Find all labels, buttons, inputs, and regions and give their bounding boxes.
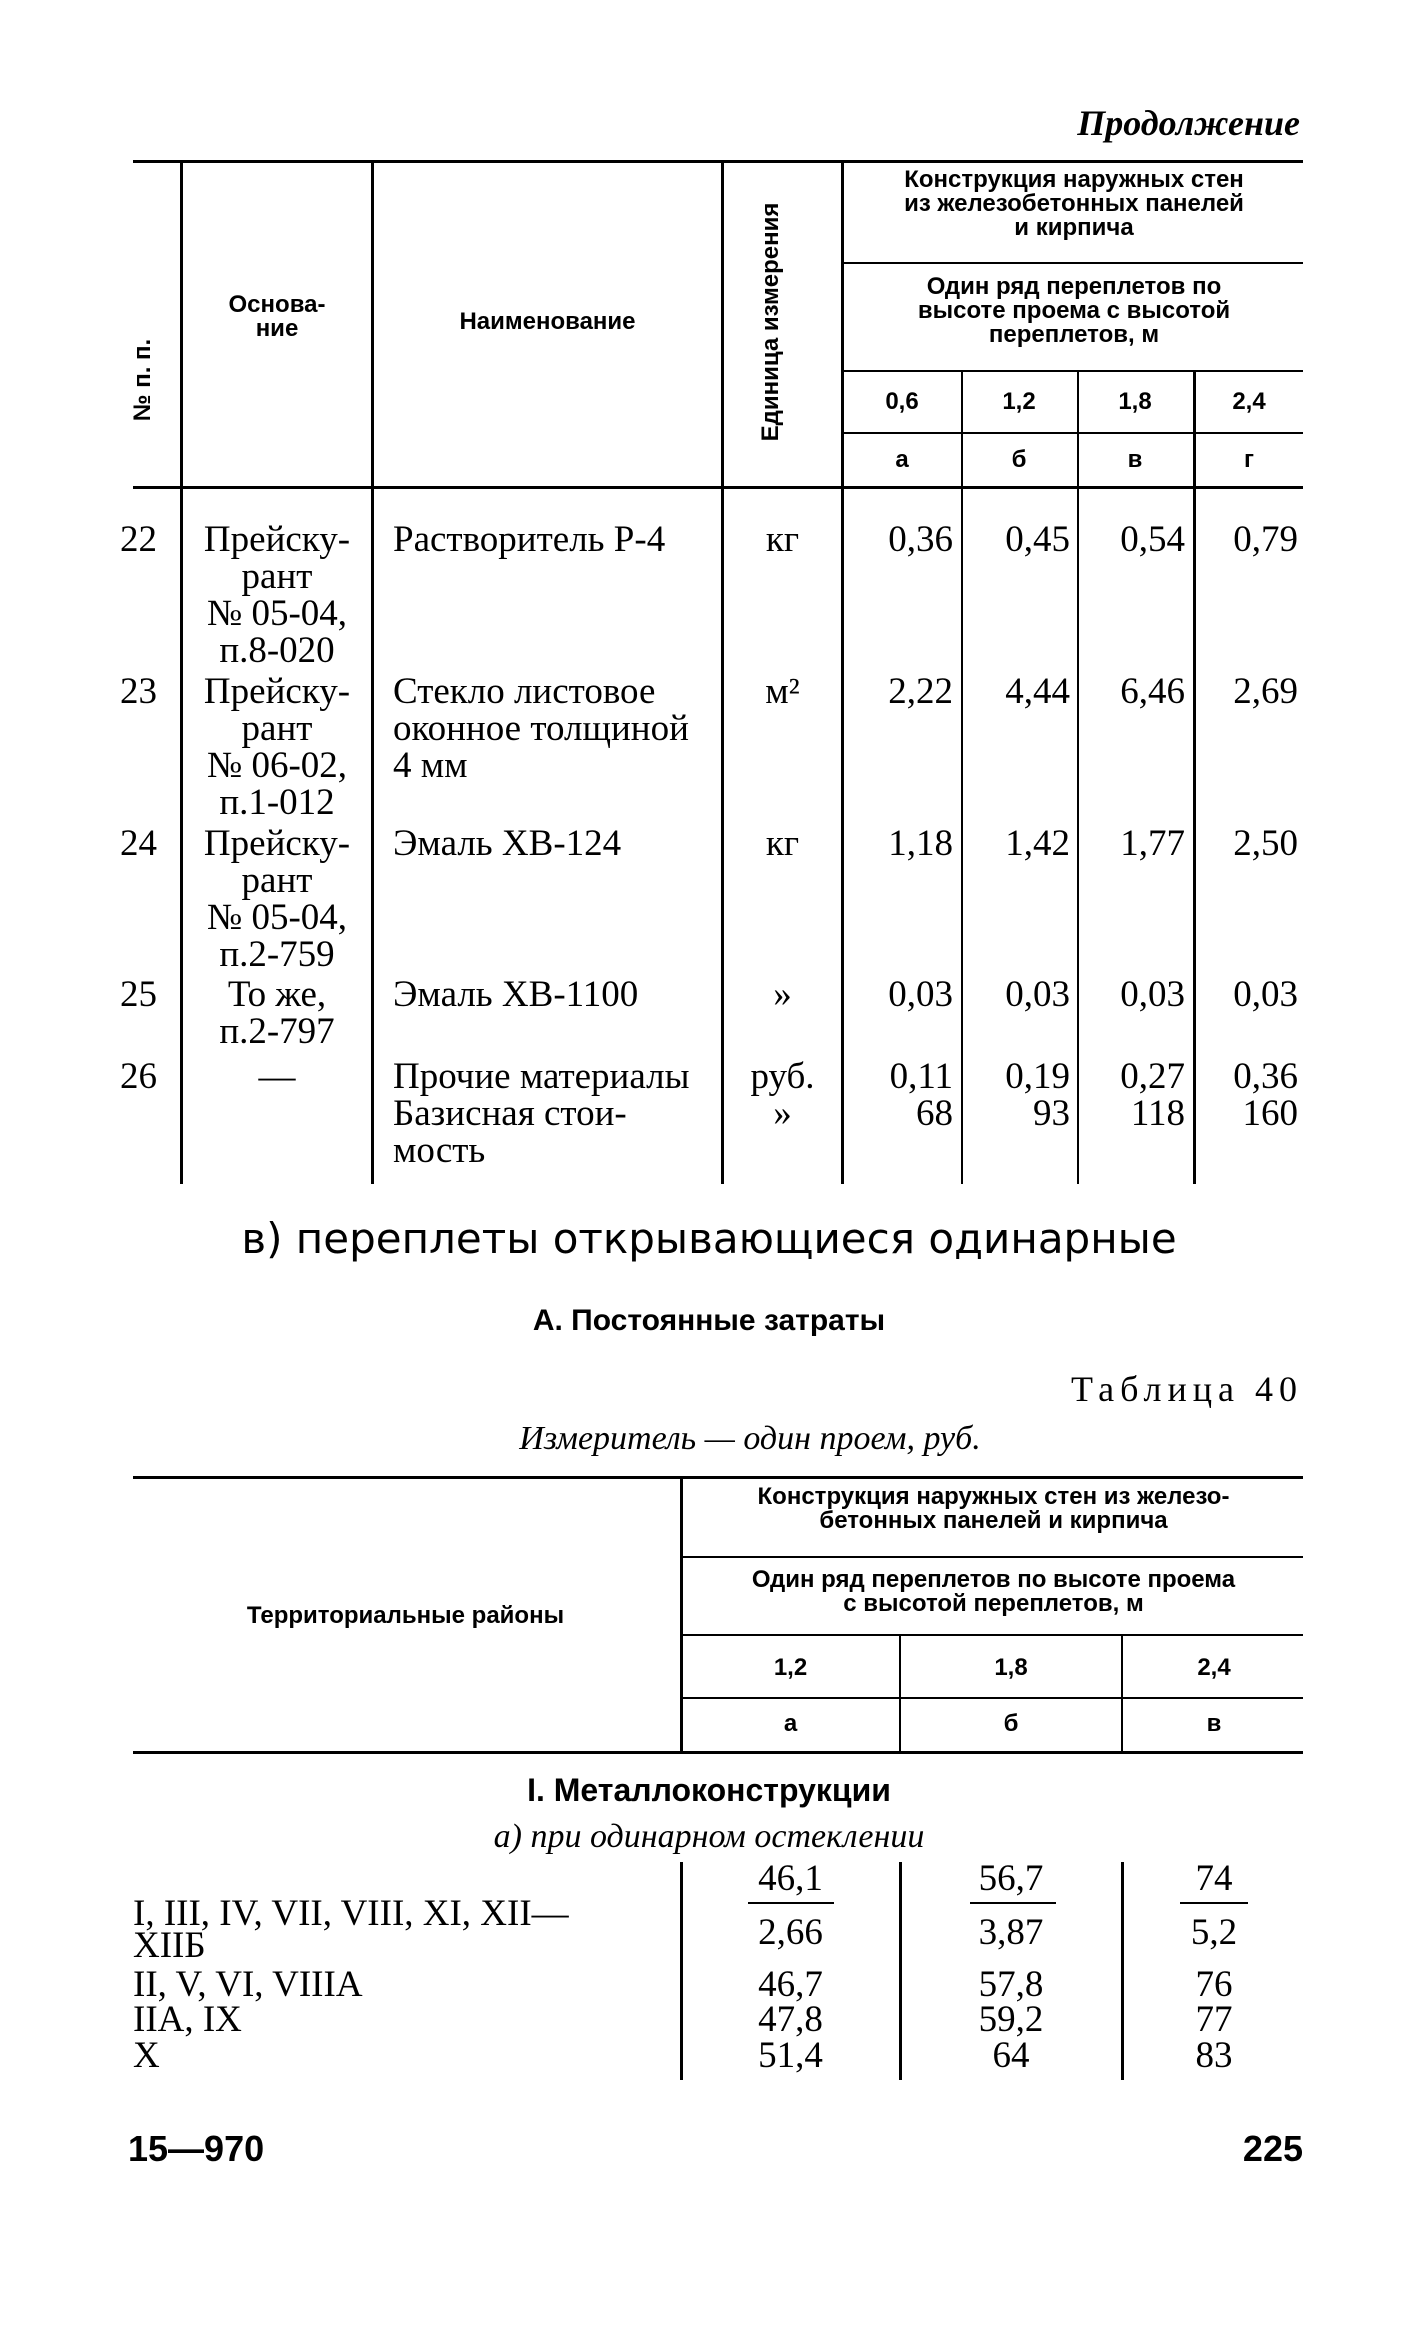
continuation-label: Продолжение <box>1077 103 1300 143</box>
height-header: 2,4 <box>1232 388 1266 415</box>
row-header: Один ряд переплетов по высоте проема с высотой переплетов, м <box>917 273 1231 348</box>
row-number: 24 <box>120 823 157 864</box>
subgroup-title: а) при одинарном остеклении <box>493 1818 925 1855</box>
height-header: 1,2 <box>1002 388 1036 415</box>
num-header: № п. п. <box>129 338 156 422</box>
row-header: Один ряд переплетов по высоте проема с высотой переплетов, м <box>751 1566 1236 1617</box>
value-c: 0,03 <box>1120 974 1185 1015</box>
value-c: 0,27 118 <box>1120 1056 1185 1134</box>
value-c: 1,77 <box>1120 823 1185 864</box>
table1-col-line <box>841 162 844 1184</box>
table-label: Таблица 40 <box>1071 1369 1303 1409</box>
row-region: I, III, IV, VII, VIII, XI, XII— XIIБ <box>133 1893 569 1966</box>
col-letter: а <box>783 1710 798 1737</box>
table2-rule <box>682 1634 1303 1636</box>
height-header: 1,2 <box>773 1654 808 1681</box>
unit-header: Единица измерения <box>757 202 784 442</box>
table1-rule <box>843 370 1303 372</box>
signature-mark: 15—970 <box>128 2128 265 2169</box>
value-b: 64 <box>992 2035 1030 2076</box>
value-b: 59,2 <box>978 1999 1044 2040</box>
row-name: Стекло листовое оконное толщиной 4 мм <box>393 671 689 786</box>
row-unit: » <box>773 974 792 1015</box>
fraction-bar <box>970 1902 1056 1904</box>
value-c-denominator: 5,2 <box>1190 1912 1238 1953</box>
table1-header-rule <box>133 486 1303 489</box>
page-number: 225 <box>1242 2128 1303 2169</box>
col-letter: в <box>1206 1710 1222 1737</box>
table2-col-line <box>899 1862 902 2080</box>
row-unit: руб. » <box>750 1056 815 1134</box>
row-unit: кг <box>765 519 800 560</box>
height-header: 2,4 <box>1197 1654 1231 1681</box>
table1-rule <box>843 432 1303 434</box>
col-letter: г <box>1244 446 1254 473</box>
table2-header-rule <box>133 1751 1303 1754</box>
row-number: 22 <box>120 519 157 560</box>
row-name: Эмаль ХВ-1100 <box>393 974 639 1015</box>
table2-col-line <box>1121 1862 1124 2080</box>
value-b: 0,19 93 <box>1005 1056 1070 1134</box>
value-a: 47,8 <box>758 1999 823 2040</box>
row-unit: м² <box>765 671 800 712</box>
row-basis: Прейску- рант № 05-04, п.8-020 <box>203 519 351 671</box>
basis-header: Основа- ние <box>228 291 326 342</box>
value-d: 2,50 <box>1233 823 1298 864</box>
value-b-denominator: 3,87 <box>978 1912 1044 1953</box>
subsection-title: А. Постоянные затраты <box>532 1304 886 1337</box>
table2-top-rule <box>133 1476 1303 1479</box>
value-b: 0,03 <box>1005 974 1070 1015</box>
value-c: 0,54 <box>1120 519 1185 560</box>
value-d: 0,03 <box>1233 974 1298 1015</box>
measure-caption: Измеритель — один проем, руб. <box>519 1420 981 1457</box>
value-a: 0,36 <box>888 519 953 560</box>
row-basis: То же, п.2-797 <box>219 974 335 1052</box>
value-c: 83 <box>1195 2035 1233 2076</box>
height-header: 0,6 <box>885 388 919 415</box>
value-a: 51,4 <box>758 2035 823 2076</box>
fraction-bar <box>1180 1902 1248 1904</box>
value-d: 0,79 <box>1233 519 1298 560</box>
row-name: Прочие материалы Базисная стои- мость <box>393 1056 690 1171</box>
row-number: 25 <box>120 974 157 1015</box>
row-region: X <box>133 2035 160 2076</box>
value-a-numerator: 46,1 <box>758 1858 823 1899</box>
row-region: IIA, IX <box>133 1999 242 2040</box>
height-header: 1,8 <box>994 1654 1028 1681</box>
value-c-numerator: 74 <box>1195 1858 1233 1899</box>
fraction-bar <box>748 1902 834 1904</box>
value-c: 77 <box>1195 1999 1233 2040</box>
row-name: Эмаль ХВ-124 <box>393 823 622 864</box>
group-title: I. Металлоконструкции <box>527 1772 891 1808</box>
col-letter: а <box>895 446 909 473</box>
table2-rule <box>682 1697 1303 1699</box>
construction-header: Конструкция наружных стен из железо- бетонных панелей и кирпича <box>757 1483 1230 1534</box>
value-b: 0,45 <box>1005 519 1070 560</box>
value-a: 0,11 68 <box>889 1056 953 1134</box>
value-a: 1,18 <box>888 823 953 864</box>
height-header: 1,8 <box>1118 388 1152 415</box>
section-title: в) переплеты открывающиеся одинарные <box>241 1214 1177 1263</box>
table1-rule <box>843 262 1303 264</box>
row-region: II, V, VI, VIIIA <box>133 1964 363 2005</box>
value-d: 2,69 <box>1233 671 1298 712</box>
row-name: Растворитель Р-4 <box>393 519 666 560</box>
value-a: 0,03 <box>888 974 953 1015</box>
table1-top-rule <box>133 160 1303 163</box>
value-a: 46,7 <box>758 1964 823 2005</box>
value-b-numerator: 56,7 <box>978 1858 1044 1899</box>
table2-col-line <box>899 1636 901 1751</box>
value-d: 0,36 160 <box>1233 1056 1298 1134</box>
table2-col-line <box>680 1478 683 1751</box>
col-letter: б <box>1003 1710 1019 1737</box>
regions-header: Территориальные районы <box>246 1602 565 1629</box>
row-basis: — <box>258 1056 296 1097</box>
row-basis: Прейску- рант № 05-04, п.2-759 <box>203 823 351 975</box>
col-letter: в <box>1127 446 1143 473</box>
value-a-denominator: 2,66 <box>758 1912 823 1953</box>
row-basis: Прейску- рант № 06-02, п.1-012 <box>203 671 351 823</box>
table2-col-line <box>1121 1636 1123 1751</box>
table2-rule <box>682 1556 1303 1558</box>
value-c: 6,46 <box>1120 671 1185 712</box>
row-unit: кг <box>765 823 800 864</box>
value-b: 4,44 <box>1005 671 1070 712</box>
value-a: 2,22 <box>888 671 953 712</box>
construction-header: Конструкция наружных стен из железобетонных панелей и кирпича <box>904 166 1244 241</box>
row-number: 23 <box>120 671 157 712</box>
value-c: 76 <box>1195 1964 1233 2005</box>
value-b: 1,42 <box>1005 823 1070 864</box>
table2-col-line <box>680 1862 683 2080</box>
col-letter: б <box>1011 446 1027 473</box>
value-b: 57,8 <box>978 1964 1044 2005</box>
name-header: Наименование <box>459 308 636 335</box>
row-number: 26 <box>120 1056 157 1097</box>
